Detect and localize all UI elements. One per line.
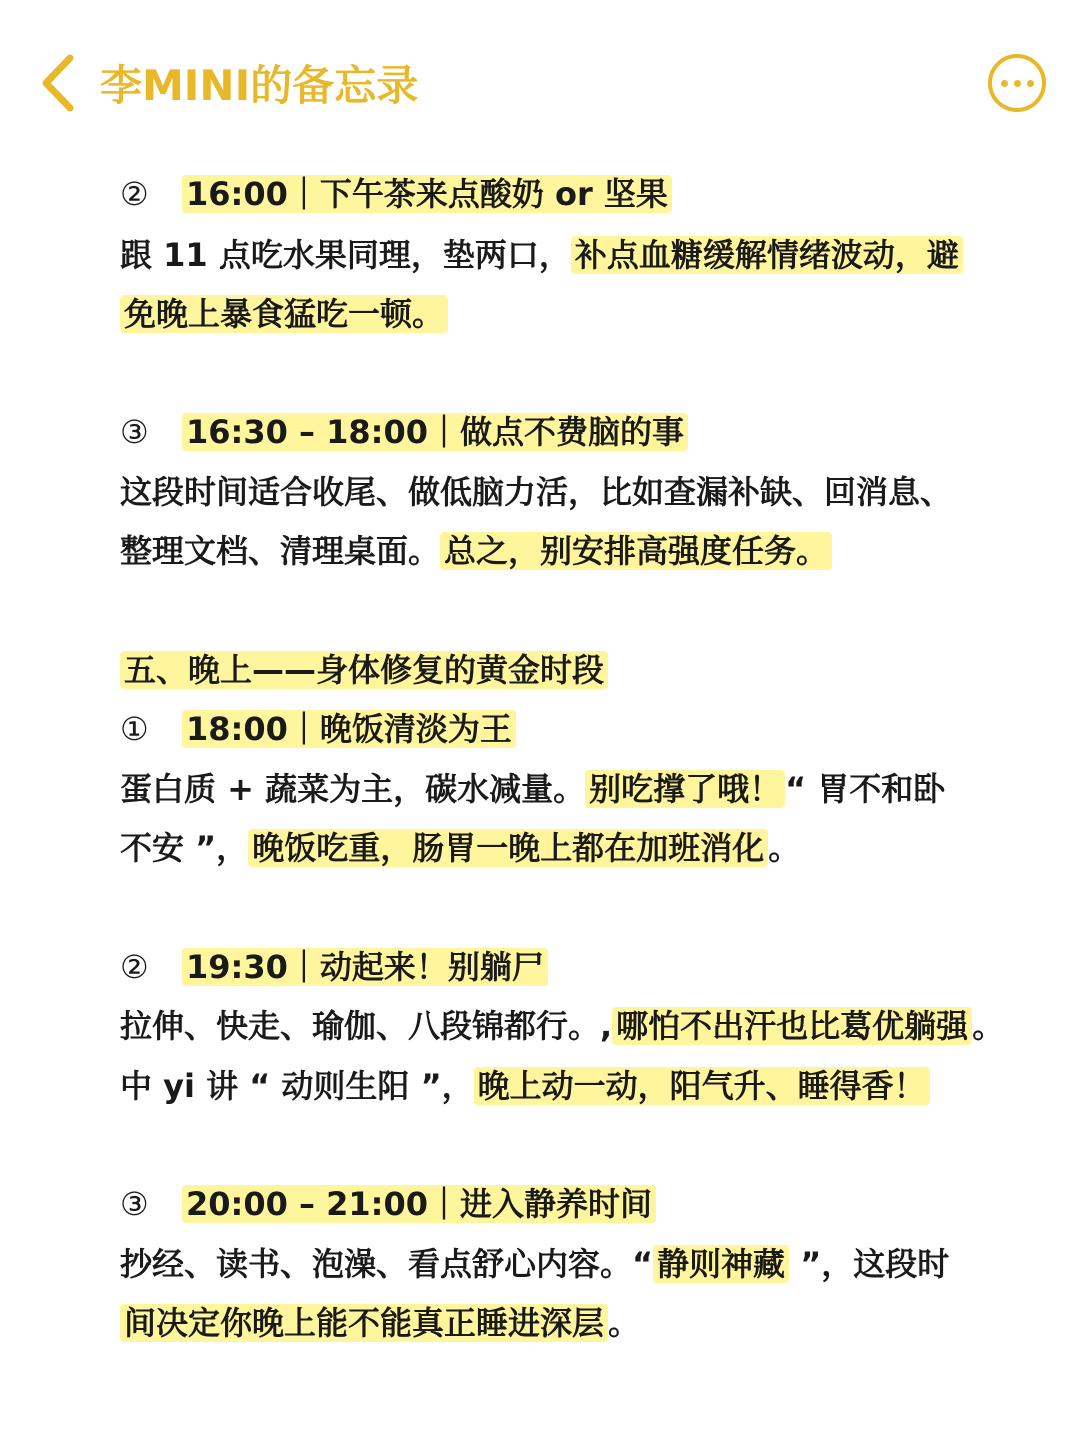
- highlighted-text: 晚上动一动，阳气升、睡得香！: [474, 1067, 930, 1105]
- body-text: ”，这段时: [789, 1245, 950, 1283]
- body-text: 抄经、读书、泡澡、看点舒心内容。“: [120, 1245, 654, 1283]
- item-body-line: [120, 1056, 1000, 1116]
- body-text: 拉伸、快走、瑜伽、八段锦都行。,: [120, 1007, 613, 1045]
- highlighted-text: 免晚上暴食猛吃一顿。: [120, 295, 448, 333]
- highlighted-heading: 18:00｜晚饭清淡为王: [182, 710, 516, 748]
- highlighted-text: 静则神藏: [653, 1245, 789, 1283]
- highlighted-heading: 16:00｜下午茶来点酸奶 or 坚果: [182, 175, 672, 213]
- item-number: ③: [120, 413, 149, 451]
- highlighted-text: 补点血糖缓解情绪波动，避: [571, 236, 963, 274]
- body-text: 中 yi 讲 “ 动则生阳 ”，: [120, 1067, 474, 1105]
- item-body-line: [120, 759, 1000, 819]
- item-heading: [120, 164, 1000, 224]
- more-icon-dot: [1027, 80, 1034, 87]
- item-body-line: [120, 225, 1000, 285]
- highlighted-heading: 19:30｜动起来！别躺尸: [182, 948, 548, 986]
- body-text: 。: [972, 1007, 1005, 1045]
- item-heading: [120, 402, 1000, 462]
- item-body-line: [120, 1293, 1000, 1353]
- highlighted-text: 哪怕不出汗也比葛优躺强: [612, 1007, 972, 1045]
- highlighted-heading: 16:30 – 18:00｜做点不费脑的事: [182, 413, 688, 451]
- highlighted-text: 间决定你晚上能不能真正睡进深层: [120, 1304, 608, 1342]
- item-number: ①: [120, 710, 149, 748]
- more-icon: [1001, 80, 1008, 87]
- body-text: 。: [608, 1304, 641, 1342]
- highlighted-text: 总之，别安排高强度任务。: [440, 532, 832, 570]
- item-body-line: [120, 284, 1000, 344]
- item-body-line: [120, 521, 1000, 581]
- item-body-line: [120, 462, 1000, 522]
- highlighted-heading: 20:00 – 21:00｜进入静养时间: [182, 1185, 656, 1223]
- more-button[interactable]: [988, 54, 1046, 112]
- item-body-line: [120, 1234, 1000, 1294]
- body-text: 不安 ”，: [120, 829, 249, 867]
- highlighted-text: 晚饭吃重，肠胃一晚上都在加班消化: [248, 829, 768, 867]
- item-body-line: [120, 818, 1000, 878]
- item-number: ③: [120, 1185, 149, 1223]
- navigation-bar: [0, 0, 1080, 170]
- section-title: [120, 640, 1000, 700]
- item-number: ②: [120, 948, 149, 986]
- section-title-text: 五、晚上——身体修复的黄金时段: [120, 651, 608, 689]
- item-heading: [120, 937, 1000, 997]
- item-number: ②: [120, 175, 149, 213]
- item-body-line: [120, 996, 1005, 1056]
- body-text: 这段时间适合收尾、做低脑力活，比如查漏补缺、回消息、: [120, 473, 953, 511]
- item-heading: [120, 1174, 1000, 1234]
- body-text: 整理文档、清理桌面。: [120, 532, 441, 570]
- back-button[interactable]: [36, 52, 86, 114]
- body-text: “ 胃不和卧: [785, 770, 946, 808]
- body-text: 。: [768, 829, 801, 867]
- highlighted-text: 别吃撑了哦！: [585, 770, 785, 808]
- page-title: 李MINI的备忘录: [100, 61, 419, 110]
- more-icon-dot: [1014, 80, 1021, 87]
- chevron-left-icon: [36, 52, 86, 114]
- body-text: 跟 11 点吃水果同理，垫两口，: [120, 236, 571, 274]
- body-text: 蛋白质 + 蔬菜为主，碳水减量。: [120, 770, 586, 808]
- item-heading: [120, 699, 1000, 759]
